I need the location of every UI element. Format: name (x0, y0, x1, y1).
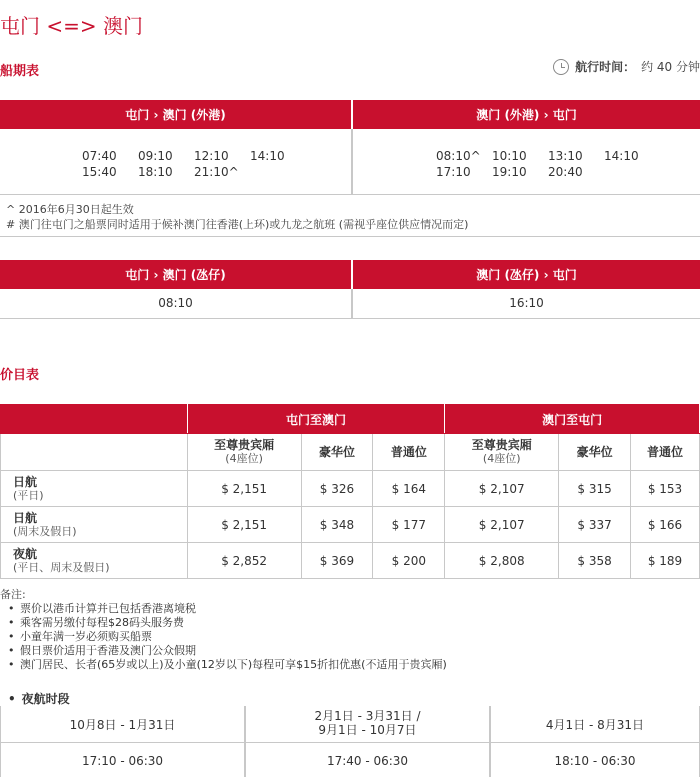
fare-cell: $ 348 (301, 507, 373, 543)
class-header: 豪华位 (301, 434, 373, 471)
route-header-taipa-tuenmun: 澳门 (氹仔) › 屯门 (353, 260, 700, 289)
table-row (1, 543, 700, 579)
list-item: • 小童年满一岁必须购买船票 (6, 630, 447, 644)
duration-value: 约 40 分钟 (641, 60, 700, 74)
departure-time: 10:10 (492, 149, 527, 163)
list-item: • 票价以港币计算并已包括香港离境税 (6, 602, 447, 616)
fare-cell: $ 369 (301, 543, 373, 579)
departure-times-left (82, 149, 306, 179)
fare-cell: $ 2,852 (187, 543, 301, 579)
taipa-time-left: 08:10 (0, 289, 352, 319)
night-period-dates: 2月1日 - 3月31日 / 9月1日 - 10月7日 (245, 706, 490, 742)
route-header-macau-outer-tuenmun: 澳门 (外港) › 屯门 (353, 100, 700, 129)
schedule-note: ^ 2016年6月30日起生效 (6, 203, 134, 216)
departure-time: 12:10 (194, 149, 229, 163)
night-period-table (0, 706, 700, 777)
class-header: 普通位 (631, 434, 700, 471)
night-period-time: 18:10 - 06:30 (490, 742, 700, 777)
schedule-box-right (352, 129, 700, 195)
fare-cell: $ 326 (301, 471, 373, 507)
divider (0, 236, 700, 237)
class-header: 至尊贵宾厢 (4座位) (187, 434, 301, 471)
fare-group-header: 澳门至屯门 (445, 405, 700, 434)
schedule-box-left (0, 129, 352, 195)
list-item: • 假日票价适用于香港及澳门公众假期 (6, 644, 447, 658)
list-item: • 澳门居民、长者(65岁或以上)及小童(12岁以下)每程可享$15折扣优惠(不适用于贵宾厢) (6, 658, 447, 672)
route-header-tuenmun-macau-outer: 屯门 › 澳门 (外港) (0, 100, 351, 129)
departure-time: 19:10 (492, 165, 527, 179)
fare-group-header: 屯门至澳门 (187, 405, 445, 434)
remarks-title: 备注: (0, 588, 26, 601)
class-header: 普通位 (373, 434, 445, 471)
fare-row-label: 夜航 (平日、周末及假日) (1, 543, 188, 579)
night-period-dates: 4月1日 - 8月31日 (490, 706, 700, 742)
departure-time (250, 165, 306, 179)
taipa-time-right: 16:10 (352, 289, 700, 319)
schedule-title: 船期表 (0, 64, 40, 79)
departure-time: 15:40 (82, 165, 117, 179)
fare-cell: $ 166 (631, 507, 700, 543)
departure-time: 14:10 (604, 149, 639, 163)
departure-time: 09:10 (138, 149, 173, 163)
bullet-icon: • (8, 692, 16, 706)
fare-row-label: 日航 (周末及假日) (1, 507, 188, 543)
departure-time: 14:10 (250, 149, 285, 163)
fare-corner (1, 405, 188, 434)
page-title: 屯门 <=> 澳门 (0, 14, 143, 38)
class-header: 豪华位 (559, 434, 631, 471)
departure-times-right (436, 149, 660, 179)
night-period-dates: 10月8日 - 1月31日 (0, 706, 245, 742)
route-header-tuenmun-taipa: 屯门 › 澳门 (氹仔) (0, 260, 351, 289)
duration-label: 航行时间： (575, 60, 636, 74)
departure-time: 08:10^ (436, 149, 481, 163)
clock-icon (553, 59, 569, 75)
remarks-list (6, 602, 447, 672)
fare-cell: $ 358 (559, 543, 631, 579)
duration-info (553, 58, 700, 75)
departure-time: 13:10 (548, 149, 583, 163)
fare-cell: $ 153 (631, 471, 700, 507)
departure-time: 18:10 (138, 165, 173, 179)
departure-time: 07:40 (82, 149, 117, 163)
fare-cell: $ 2,151 (187, 507, 301, 543)
class-header: 至尊贵宾厢 (4座位) (445, 434, 559, 471)
fare-cell: $ 315 (559, 471, 631, 507)
departure-time: 20:40 (548, 165, 583, 179)
table-row (1, 507, 700, 543)
fare-row-label: 日航 (平日) (1, 471, 188, 507)
fare-table (0, 404, 700, 579)
table-row (1, 471, 700, 507)
fare-cell: $ 200 (373, 543, 445, 579)
departure-time: 17:10 (436, 165, 471, 179)
departure-time: 21:10^ (194, 165, 239, 179)
schedule-note: # 澳门往屯门之船票同时适用于候补澳门往香港(上环)或九龙之航班 (需视乎座位供应情况而定) (6, 218, 469, 231)
fare-corner-sub (1, 434, 188, 471)
list-item: • 乘客需另缴付每程$28码头服务费 (6, 616, 447, 630)
fare-cell: $ 2,107 (445, 507, 559, 543)
fares-title: 价目表 (0, 368, 40, 383)
fare-cell: $ 164 (373, 471, 445, 507)
night-period-time: 17:10 - 06:30 (0, 742, 245, 777)
departure-time (604, 165, 660, 179)
night-period-title: • 夜航时段 (8, 692, 70, 706)
night-period-time: 17:40 - 06:30 (245, 742, 490, 777)
fare-cell: $ 177 (373, 507, 445, 543)
fare-cell: $ 2,808 (445, 543, 559, 579)
fare-cell: $ 2,151 (187, 471, 301, 507)
fare-cell: $ 2,107 (445, 471, 559, 507)
fare-cell: $ 337 (559, 507, 631, 543)
fare-cell: $ 189 (631, 543, 700, 579)
